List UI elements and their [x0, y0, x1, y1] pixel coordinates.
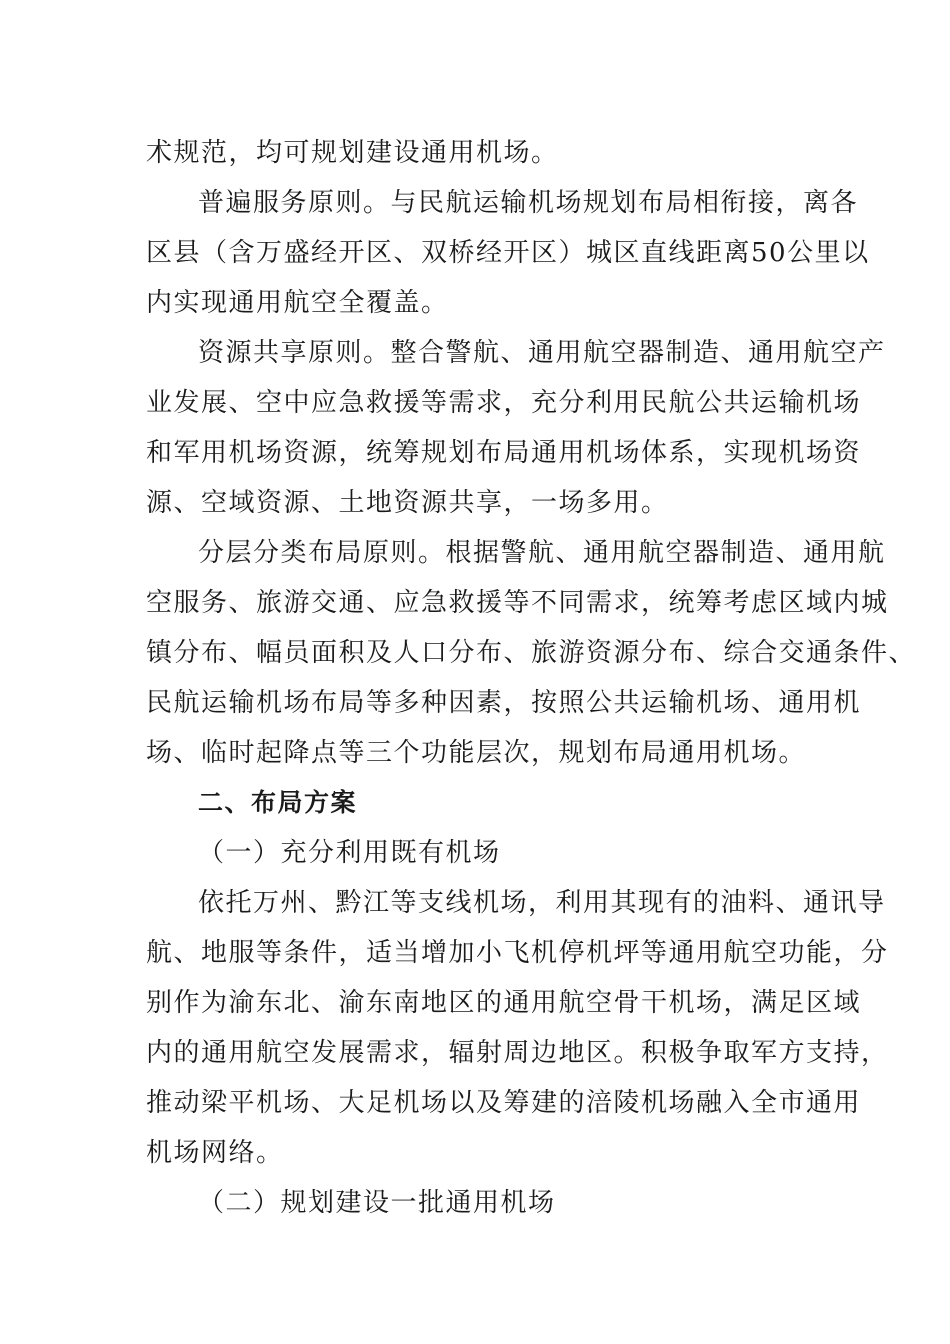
subsection-heading: （二）规划建设一批通用机场	[198, 1188, 556, 1218]
paragraph-line: 航、地服等条件，适当增加小飞机停机坪等通用航空功能，分	[146, 938, 889, 968]
paragraph-line: 术规范，均可规划建设通用机场。	[146, 138, 559, 168]
paragraph-line: 空服务、旅游交通、应急救援等不同需求，统筹考虑区域内城	[146, 588, 889, 618]
paragraph-line: 镇分布、幅员面积及人口分布、旅游资源分布、综合交通条件、	[146, 638, 917, 668]
paragraph-line: 别作为渝东北、渝东南地区的通用航空骨干机场，满足区域	[146, 988, 862, 1018]
paragraph-line: 业发展、空中应急救援等需求，充分利用民航公共运输机场	[146, 388, 862, 418]
paragraph-line: 依托万州、黔江等支线机场，利用其现有的油料、通讯导	[198, 888, 886, 918]
paragraph-line: 场、临时起降点等三个功能层次，规划布局通用机场。	[146, 738, 807, 768]
paragraph-line: 推动梁平机场、大足机场以及筹建的涪陵机场融入全市通用	[146, 1088, 862, 1118]
paragraph-line: 内实现通用航空全覆盖。	[146, 288, 449, 318]
paragraph-line: 区县（含万盛经开区、双桥经开区）城区直线距离50公里以	[146, 238, 870, 268]
paragraph-line: 资源共享原则。整合警航、通用航空器制造、通用航空产	[198, 338, 886, 368]
subsection-heading: （一）充分利用既有机场	[198, 838, 501, 868]
paragraph-line: 和军用机场资源，统筹规划布局通用机场体系，实现机场资	[146, 438, 862, 468]
paragraph-line: 民航运输机场布局等多种因素，按照公共运输机场、通用机	[146, 688, 862, 718]
document-body	[146, 128, 917, 1228]
paragraph-line: 分层分类布局原则。根据警航、通用航空器制造、通用航	[198, 538, 886, 568]
section-heading: 二、布局方案	[198, 788, 358, 817]
paragraph-line: 普遍服务原则。与民航运输机场规划布局相衔接，离各	[198, 188, 859, 218]
paragraph-line: 机场网络。	[146, 1138, 284, 1168]
paragraph-line: 源、空域资源、土地资源共享，一场多用。	[146, 488, 669, 518]
paragraph-line: 内的通用航空发展需求，辐射周边地区。积极争取军方支持，	[146, 1038, 889, 1068]
